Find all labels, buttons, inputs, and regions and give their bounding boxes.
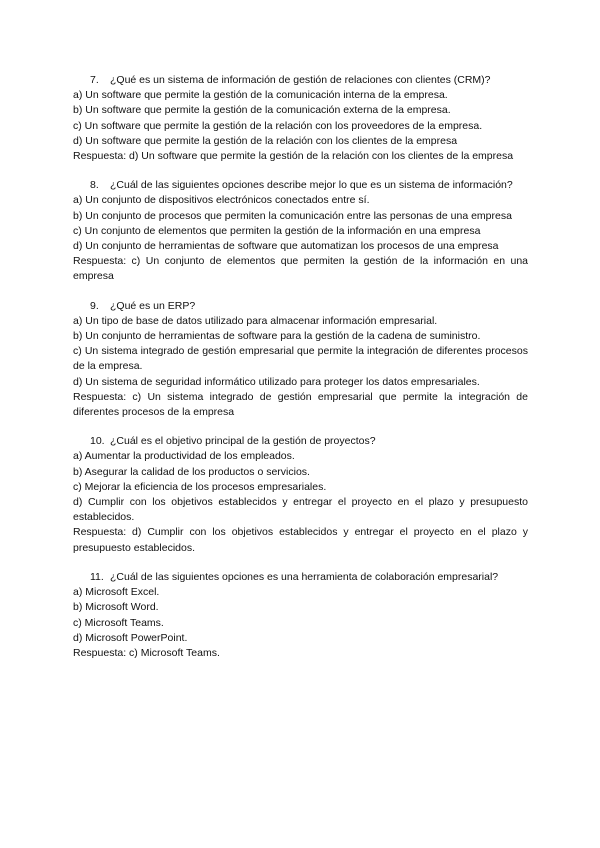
question-text: ¿Cuál es el objetivo principal de la gestión de proyectos? bbox=[110, 435, 376, 448]
option-d: d) Un sistema de seguridad informático utilizado para proteger los datos empresariales. bbox=[73, 375, 480, 388]
question-11 bbox=[73, 570, 528, 661]
option-b: b) Un software que permite la gestión de la comunicación externa de la empresa. bbox=[73, 104, 451, 117]
option-a: a) Microsoft Excel. bbox=[73, 586, 160, 599]
option-c: c) Un software que permite la gestión de la relación con los proveedores de la empresa. bbox=[73, 119, 483, 132]
question-title bbox=[73, 570, 528, 585]
option-b: b) Un conjunto de herramientas de software para la gestión de la cadena de suministro. bbox=[73, 330, 481, 343]
question-9 bbox=[73, 299, 528, 421]
option-b: b) Microsoft Word. bbox=[73, 601, 159, 614]
answer: Respuesta: c) Un sistema integrado de gestión empresarial que permite la integración de diferentes procesos de la empresa bbox=[73, 390, 528, 419]
option-c: c) Microsoft Teams. bbox=[73, 616, 164, 629]
question-title bbox=[73, 73, 528, 88]
option-b: b) Asegurar la calidad de los productos o servicios. bbox=[73, 465, 310, 478]
answer: Respuesta: c) Microsoft Teams. bbox=[73, 646, 220, 659]
option-c: c) Mejorar la eficiencia de los procesos empresariales. bbox=[73, 480, 327, 493]
question-text: ¿Cuál de las siguientes opciones describe mejor lo que es un sistema de información? bbox=[110, 179, 513, 192]
question-number: 9. bbox=[90, 299, 99, 312]
option-d: d) Microsoft PowerPoint. bbox=[73, 631, 188, 644]
option-a: a) Un conjunto de dispositivos electrónicos conectados entre sí. bbox=[73, 194, 370, 207]
option-a: a) Aumentar la productividad de los empleados. bbox=[73, 450, 295, 463]
question-text: ¿Cuál de las siguientes opciones es una herramienta de colaboración empresarial? bbox=[110, 570, 499, 583]
question-10 bbox=[73, 434, 528, 556]
question-number: 8. bbox=[90, 179, 99, 192]
question-7 bbox=[73, 73, 528, 164]
answer: Respuesta: d) Un software que permite la gestión de la relación con los clientes de la empresa bbox=[73, 150, 514, 163]
answer: Respuesta: c) Un conjunto de elementos que permiten la gestión de la información en una empresa bbox=[73, 255, 528, 283]
option-c: c) Un sistema integrado de gestión empresarial que permite la integración de diferentes procesos de la empresa. bbox=[73, 345, 528, 373]
document-content bbox=[73, 73, 528, 675]
option-a: a) Un software que permite la gestión de la comunicación interna de la empresa. bbox=[73, 89, 448, 102]
question-title bbox=[73, 178, 528, 193]
option-d: d) Un software que permite la gestión de la relación con los clientes de la empresa bbox=[73, 134, 458, 147]
question-8 bbox=[73, 178, 528, 284]
option-c: c) Un conjunto de elementos que permiten la gestión de la información en una empresa bbox=[73, 224, 481, 237]
option-d: d) Un conjunto de herramientas de software que automatizan los procesos de una empresa bbox=[73, 240, 499, 253]
question-number: 7. bbox=[90, 74, 99, 86]
question-number: 10. bbox=[90, 435, 105, 448]
question-title bbox=[73, 299, 528, 314]
question-number: 11. bbox=[90, 570, 104, 583]
answer: Respuesta: d) Cumplir con los objetivos establecidos y entregar el proyecto en el plazo y presupuesto establecidos. bbox=[73, 526, 528, 554]
option-d: d) Cumplir con los objetivos establecidos y entregar el proyecto en el plazo y presupuesto establecidos. bbox=[73, 496, 528, 524]
question-text: ¿Qué es un ERP? bbox=[110, 299, 196, 312]
question-text: ¿Qué es un sistema de información de gestión de relaciones con clientes (CRM)? bbox=[110, 74, 491, 86]
option-a: a) Un tipo de base de datos utilizado para almacenar información empresarial. bbox=[73, 314, 438, 327]
question-title bbox=[73, 434, 528, 449]
option-b: b) Un conjunto de procesos que permiten la comunicación entre las personas de una empresa bbox=[73, 209, 512, 222]
